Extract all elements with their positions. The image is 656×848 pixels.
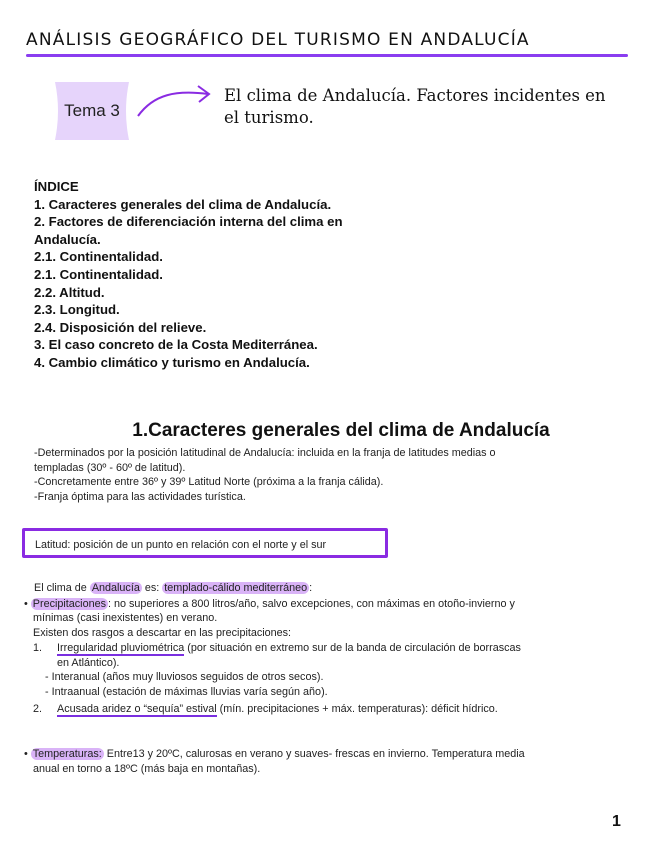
clima-post: : [309, 582, 313, 594]
index-item: 2.4. Disposición del relieve. [34, 319, 207, 335]
precip-text: : no superiores a 800 litros/año, salvo excepciones, con máximas en otoño-invierno y [108, 598, 515, 610]
document-header-title: ANÁLISIS GEOGRÁFICO DEL TURISMO EN ANDALUCÍA [26, 30, 530, 50]
precip-line2: mínimas (casi inexistentes) en verano. [33, 612, 218, 624]
section-title: 1.Caracteres generales del clima de Andalucía [132, 420, 550, 441]
precip-line1 [24, 597, 515, 612]
bullet-icon: • [24, 748, 31, 760]
item1-number: 1. [33, 642, 43, 654]
tema-title-line2: el turismo. [224, 108, 314, 127]
tema-title [224, 85, 624, 129]
precip-line3: Existen dos rasgos a descartar en las precipitaciones: [33, 627, 292, 639]
underline-irregularidad: Irregularidad pluviométrica [57, 642, 185, 654]
index-item: 3. El caso concreto de la Costa Mediterránea. [34, 337, 318, 353]
index-heading: ÍNDICE [34, 179, 79, 194]
intro-paragraph [34, 446, 634, 504]
index-item: 2.2. Altitud. [34, 284, 105, 300]
header-underline [26, 54, 628, 57]
latitude-note-box [22, 528, 388, 558]
temp-line2: anual en torno a 18ºC (más baja en montañas). [33, 763, 261, 775]
clima-pre: El clima de [34, 582, 87, 594]
tema-title-line1: El clima de Andalucía. Factores incidentes en [224, 86, 606, 105]
precip-item1 [33, 641, 521, 656]
bullet-icon: • [24, 598, 31, 610]
latitude-note-text: Latitud: posición de un punto en relación con el norte y el sur [35, 539, 327, 551]
highlight-precipitaciones: Precipitaciones [32, 598, 106, 610]
precip-item2 [33, 702, 498, 717]
index-item: Andalucía. [34, 231, 101, 247]
index-item: 2.1. Continentalidad. [34, 266, 163, 282]
precip-sub1: - Interanual (años muy lluviosos seguidos de otros secos). [45, 671, 324, 683]
intro-line: -Concretamente entre 36º y 39º Latitud Norte (próxima a la franja cálida). [34, 476, 384, 489]
index-item: 2. Factores de diferenciación interna del clima en [34, 214, 343, 230]
index-item: 2.3. Longitud. [34, 302, 120, 318]
item1-rest: (por situación en extremo sur de la banda de circulación de borrascas [184, 642, 521, 654]
tema-badge-label: Tema 3 [64, 101, 120, 120]
precip-item1-line2: en Atlántico). [57, 657, 120, 669]
tema-badge [49, 80, 135, 142]
index-item: 4. Cambio climático y turismo en Andalucía. [34, 354, 310, 370]
index-item: 1. Caracteres generales del clima de Andalucía. [34, 196, 332, 212]
index-item: 2.1. Continentalidad. [34, 249, 163, 265]
intro-line: templadas (30º - 60º de latitud). [34, 461, 186, 474]
precip-sub2: - Intraanual (estación de máximas lluvias varía según año). [45, 686, 328, 698]
intro-line: -Determinados por la posición latitudinal de Andalucía: incluida en la franja de latitudes medias o [34, 447, 496, 459]
index-list [34, 178, 414, 372]
highlight-andalucia: Andalucía [91, 582, 140, 594]
highlight-temperaturas: Temperaturas: [32, 748, 102, 760]
clima-line [34, 581, 312, 596]
clima-mid: es: [144, 582, 160, 594]
underline-aridez: Acusada aridez o “sequía” estival [57, 703, 217, 715]
item2-number: 2. [33, 703, 43, 715]
curved-arrow-icon [136, 84, 214, 120]
temp-line1 [24, 747, 525, 762]
temp-text: Entre13 y 20ºC, calurosas en verano y suaves- frescas en invierno. Temperatura media [103, 748, 525, 760]
page-number: 1 [612, 813, 621, 830]
item2-rest: (mín. precipitaciones + máx. temperaturas): déficit hídrico. [216, 703, 498, 715]
intro-line: -Franja óptima para las actividades turística. [34, 490, 246, 503]
highlight-clima-type: templado-cálido mediterráneo [164, 582, 308, 594]
